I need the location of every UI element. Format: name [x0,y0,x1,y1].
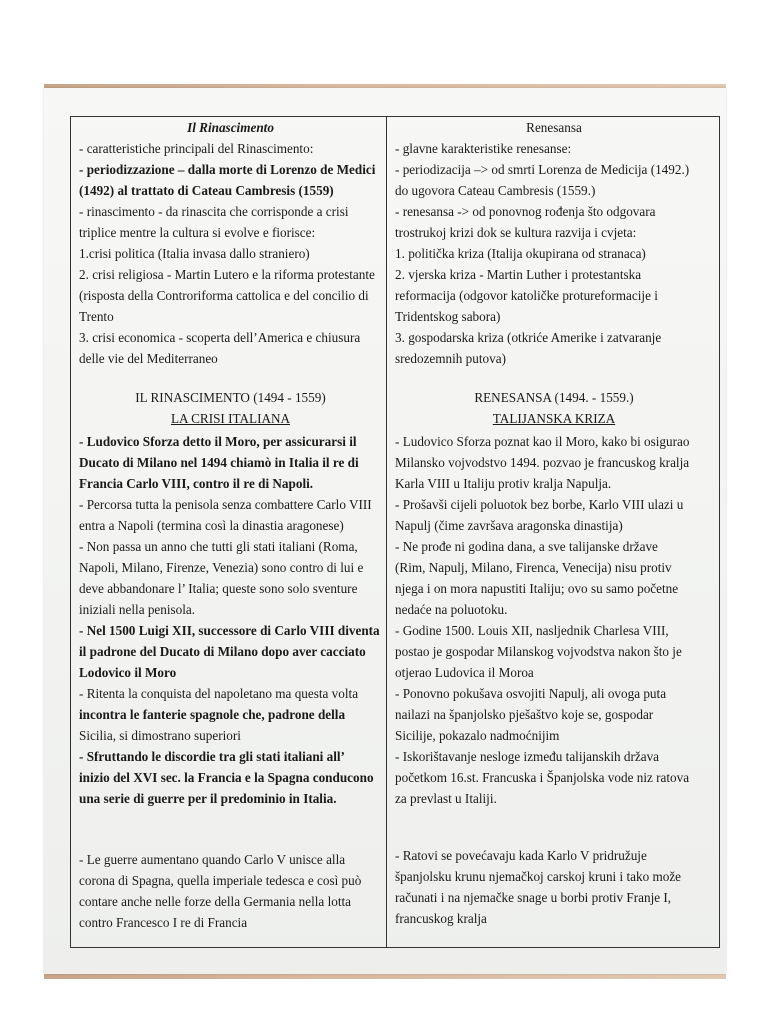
it-body-line: entra a Napoli (termina così la dinastia aragonese) [79,518,344,533]
hr-intro-line: 1. politička kriza (Italija okupirana od stranaca) [395,246,646,261]
croatian-section-title: RENESANSA (1494. - 1559.) [474,390,634,405]
croatian-header: Renesansa [526,120,582,135]
hr-final-line: španjolsku krunu njemačkoj carskoj kruni i tako može [395,869,682,884]
hr-body-line: - Ne prođe ni godina dana, a sve talijanske države [395,539,658,554]
hr-body-line: otjerao Ludovica il Moroa [395,665,534,680]
it-body-line: - Nel 1500 Luigi XII, successore di Carlo VIII diventa [79,623,380,638]
hr-intro-line: 2. vjerska kriza - Martin Luther i protestantska [395,267,642,282]
hr-body-line: za prevlast u Italiji. [395,791,497,806]
it-body-line: deve abbandonare l’ Italia; queste sono solo sventure [79,581,358,596]
it-intro-line: 2. crisi religiosa - Martin Lutero e la riforma protestante [79,267,375,282]
it-body-line: una serie di guerre per il predominio in Italia. [79,791,337,806]
it-intro-line: - caratteristiche principali del Rinascimento: [79,141,314,156]
it-body-line: Napoli, Milano, Firenze, Venezia) sono contro di lui e [79,560,364,575]
hr-body-line: - Ponovno pokušava osvojiti Napulj, ali ovoga puta [395,686,667,701]
it-intro-line: 3. crisi economica - scoperta dell’America e chiusura [79,330,361,345]
croatian-column [387,117,719,947]
it-intro-line: - rinascimento - da rinascita che corrisponde a crisi [79,204,349,219]
it-final-line: - Le guerre aumentano quando Carlo V unisce alla [79,852,346,867]
hr-body-line: nailazi na španjolsko pješaštvo koje se, gospodar [395,707,654,722]
italian-column [71,117,387,947]
it-body-line: - Percorsa tutta la penisola senza combattere Carlo VIII [79,497,372,512]
hr-body-line: postao je gospodar Milanskog vojvodstva nakon što je [395,644,682,659]
it-body-line: - Ritenta la conquista del napoletano ma questa volta [79,686,359,701]
hr-intro-line: 3. gospodarska kriza (otkriće Amerike i zatvaranje [395,330,662,345]
it-intro-line: triplice mentre la cultura si evolve e fiorisce: [79,225,316,240]
it-body-line: inizio del XVI sec. la Francia e la Spagna conducono [79,770,374,785]
it-body-line: - Non passa un anno che tutti gli stati italiani (Roma, [79,539,358,554]
hr-intro-line: - glavne karakteristike renesanse: [395,141,572,156]
hr-intro-line: reformacija (odgovor katoličke protureformacije i [395,288,658,303]
it-body-line: - Sfruttando le discordie tra gli stati italiani all’ [79,749,345,764]
hr-body-line: Sicilije, pokazalo nadmoćnijim [395,728,560,743]
it-final-line: contare anche nelle forze della Germania nella lotta [79,894,352,909]
bilingual-table [70,116,720,948]
it-body-line: incontra le fanterie spagnole che, padrone della [79,707,346,722]
it-intro-line: 1.crisi politica (Italia invasa dallo straniero) [79,246,310,261]
hr-body-line: - Prošavši cijeli poluotok bez borbe, Karlo VIII ulazi u [395,497,684,512]
hr-final-line: računati i na njemačke snage u borbi protiv Franje I, [395,890,672,905]
it-body-line: il padrone del Ducato di Milano dopo aver cacciato [79,644,366,659]
hr-body-line: (Rim, Napulj, Milano, Firenca, Venecija) nisu protiv [395,560,672,575]
hr-body-line: Napulj (čime završava aragonska dinastija) [395,518,623,533]
it-intro-line: delle vie del Mediterraneo [79,351,218,366]
hr-body-line: početkom 16.st. Francuska i Španjolska vode niz ratova [395,770,690,785]
hr-body-line: Milansko vojvodstvo 1494. pozvao je francuskog kralja [395,455,690,470]
it-intro-line: (1492) al trattato di Cateau Cambresis (1559) [79,183,334,198]
hr-body-line: - Ludovico Sforza poznat kao il Moro, kako bi osigurao [395,434,690,449]
it-body-line: - Ludovico Sforza detto il Moro, per assicurarsi il [79,434,357,449]
it-intro-line: - periodizzazione – dalla morte di Lorenzo de Medici [79,162,376,177]
it-body-line: iniziali nella penisola. [79,602,196,617]
italian-section-subtitle: LA CRISI ITALIANA [170,411,291,426]
italian-section-title: IL RINASCIMENTO (1494 - 1559) [135,390,326,405]
hr-intro-line: sredozemnih putova) [395,351,506,366]
it-final-line: corona di Spagna, quella imperiale tedesca e così può [79,873,362,888]
croatian-section-subtitle: TALIJANSKA KRIZA [492,411,616,426]
hr-intro-line: Tridentskog sabora) [395,309,501,324]
it-body-line: Sicilia, si dimostrano superiori [79,728,241,743]
it-intro-line: (risposta della Controriforma cattolica e del concilio di [79,288,369,303]
hr-body-line: Karla VIII u Italiju protiv kralja Napulja. [395,476,612,491]
italian-header: Il Rinascimento [187,120,274,135]
hr-final-line: francuskog kralja [395,911,487,926]
hr-intro-line: trostrukoj krizi dok se kultura razvija i cvjeta: [395,225,637,240]
hr-intro-line: - periodizacija –> od smrti Lorenza de Medicija (1492.) [395,162,690,177]
hr-body-line: nedaće na poluotoku. [395,602,508,617]
hr-body-line: njega i on mora napustiti Italiju; ovo su samo početne [395,581,679,596]
hr-final-line: - Ratovi se povećavaju kada Karlo V pridružuje [395,848,647,863]
hr-body-line: - Godine 1500. Louis XII, nasljednik Charlesa VIII, [395,623,669,638]
it-body-line: Francia Carlo VIII, contro il re di Napoli. [79,476,314,491]
it-intro-line: Trento [79,309,114,324]
it-body-line: Ducato di Milano nel 1494 chiamò in Italia il re di [79,455,359,470]
hr-intro-line: do ugovora Cateau Cambresis (1559.) [395,183,596,198]
hr-intro-line: - renesansa -> od ponovnog rođenja što odgovara [395,204,656,219]
it-body-line: Lodovico il Moro [79,665,177,680]
it-final-line: contro Francesco I re di Francia [79,915,248,930]
hr-body-line: - Iskorištavanje nesloge između talijanskih država [395,749,660,764]
